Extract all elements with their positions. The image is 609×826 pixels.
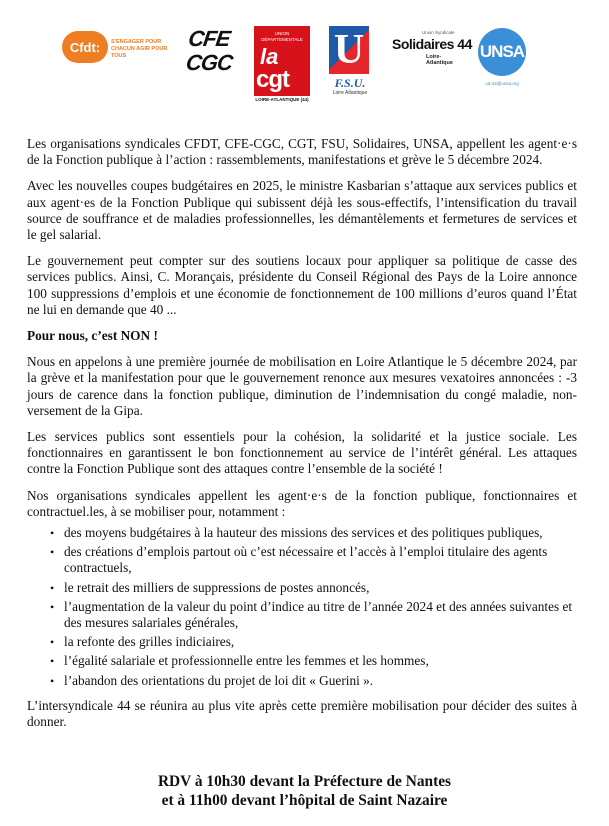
unsa-name: UNSA [479,42,525,61]
list-item [50,653,577,669]
cgt-logo [254,26,310,104]
cfdt-badge: Cfdt: [62,31,108,63]
cfe-cgc-line2: CGC [184,50,234,75]
paragraph-mobilisation: Nous en appelons à une première journée de mobilisation en Loire Atlantique le 5 décembre 2024, par la grève et la manifestation pour que le gouvernement renonce aux mesures vexatoires annoncées : -3 jours de carence dans la fonction publique, diminution de l’indemnisation du congé maladie, non-versement de la Gipa. [27,354,577,418]
bullet-icon: • [50,545,55,560]
cgt-red-block [254,26,310,96]
union-logos [0,0,609,110]
paragraph-budget-cuts: Avec les nouvelles coupes budgétaires en 2025, le ministre Kasbarian s’attaque aux services publics et aux agent·es de la Fonction Publique qui subissent déjà les sous-effectifs, l’intensification du travail source de souffrance et de maladies professionnelles, les démantèlements et fermetures de services et le gel salarial. [27,178,577,243]
paragraph-slogan: Pour nous, c’est NON ! [27,328,158,344]
list-item [50,672,577,689]
list-item-text: le retrait des milliers de suppressions de postes annoncés, [64,579,370,595]
cgt-bottom-text: LOIRE-ATLANTIQUE (44) [255,97,309,102]
solidaires-name: Solidaires 44 [392,36,472,52]
rendezvous-saint-nazaire: et à 11h00 devant l’hôpital de Saint Nazaire [161,792,448,809]
cgt-wordmark: cgt [256,66,289,93]
bullet-icon: • [50,580,55,595]
cgt-la: la [260,44,279,69]
list-item-text: la refonte des grilles indiciaires, [64,634,235,650]
list-item-text: des créations d’emplois partout où c’est nécessaire et l’accès à l’emploi titulaire des agents contractuels, [64,544,548,576]
list-item [50,579,577,596]
bullet-icon: • [50,599,55,614]
paragraph-next-steps: L’intersyndicale 44 se réunira au plus vite après cette première mobilisation pour décider des suites à donner. [27,697,577,730]
list-item [50,544,577,576]
paragraph-public-services: Les services publics sont essentiels pour la cohésion, la solidarité et la justice sociale. Les fonctionnaires en garantissent le bon fonctionnement au service de l’intérêt général. Les attaques contre la Fonction Publique sont des attaques contre l’ensemble de la société ! [27,429,577,477]
cfe-cgc-line1: CFE [186,26,232,51]
paragraph-demands-intro: Nos organisations syndicales appellent les agent·e·s de la fonction publique, fonctionnaires et contractuel.les, à se mobiliser pour, notamment : [27,487,577,519]
rendezvous-nantes: RDV à 10h30 devant la Préfecture de Nantes [157,773,452,790]
paragraph-local-support: Le gouvernement peut compter sur des soutiens locaux pour appliquer sa politique de casse des services publics. Ainsi, C. Morançais, présidente du Conseil Régional des Pays de la Loire annonce 100 suppressions d’emplois et une économie de fonctionnement de 100 millions d’euros quand l’État ne lui en demande que 40 ... [27,253,577,317]
list-item [50,598,577,631]
unsa-emblem [478,28,526,76]
cgt-top-text: UNION DÉPARTEMENTALE [261,31,303,42]
solidaires-sub: Loire-Atlantique [426,54,453,66]
solidaires-logo [392,30,472,70]
list-item [50,634,577,650]
bullet-icon: • [50,654,55,669]
fsu-label: F.S.U. [334,76,366,90]
bullet-icon: • [50,673,55,688]
cfdt-tagline: S'ENGAGER POUR CHACUN AGIR POUR TOUS [111,39,168,59]
cfe-cgc-logo [179,24,239,80]
fsu-emblem: U [329,26,369,74]
tract-body [27,136,577,740]
list-item-text: des moyens budgétaires à la hauteur des missions des services et des politiques publiques, [64,525,543,541]
cfdt-logo [62,31,172,63]
solidaires-small: Union Syndicale [422,30,455,35]
unsa-email: ud-44@unsa.org [485,81,519,86]
fsu-logo [323,26,377,96]
list-item-text: l’égalité salariale et professionnelle entre les femmes et les hommes, [64,653,429,669]
demands-list [27,525,577,689]
unsa-logo [478,28,526,90]
bullet-icon: • [50,526,55,541]
list-item [50,525,577,541]
fsu-sub: Loire Atlantique [332,90,368,96]
list-item-text: l’abandon des orientations du projet de loi dit « Guerini ». [64,672,374,688]
bullet-icon: • [50,635,55,650]
list-item-text: l’augmentation de la valeur du point d’indice au titre de l’année 2024 et des années suivantes et des mesures salariales générales, [64,598,573,631]
rendezvous-block [0,772,609,810]
paragraph-call: Les organisations syndicales CFDT, CFE-CGC, CGT, FSU, Solidaires, UNSA, appellent les agent·e·s de la Fonction publique à l’action : rassemblements, manifestations et grève le 5 décembre 2024. [27,136,577,168]
